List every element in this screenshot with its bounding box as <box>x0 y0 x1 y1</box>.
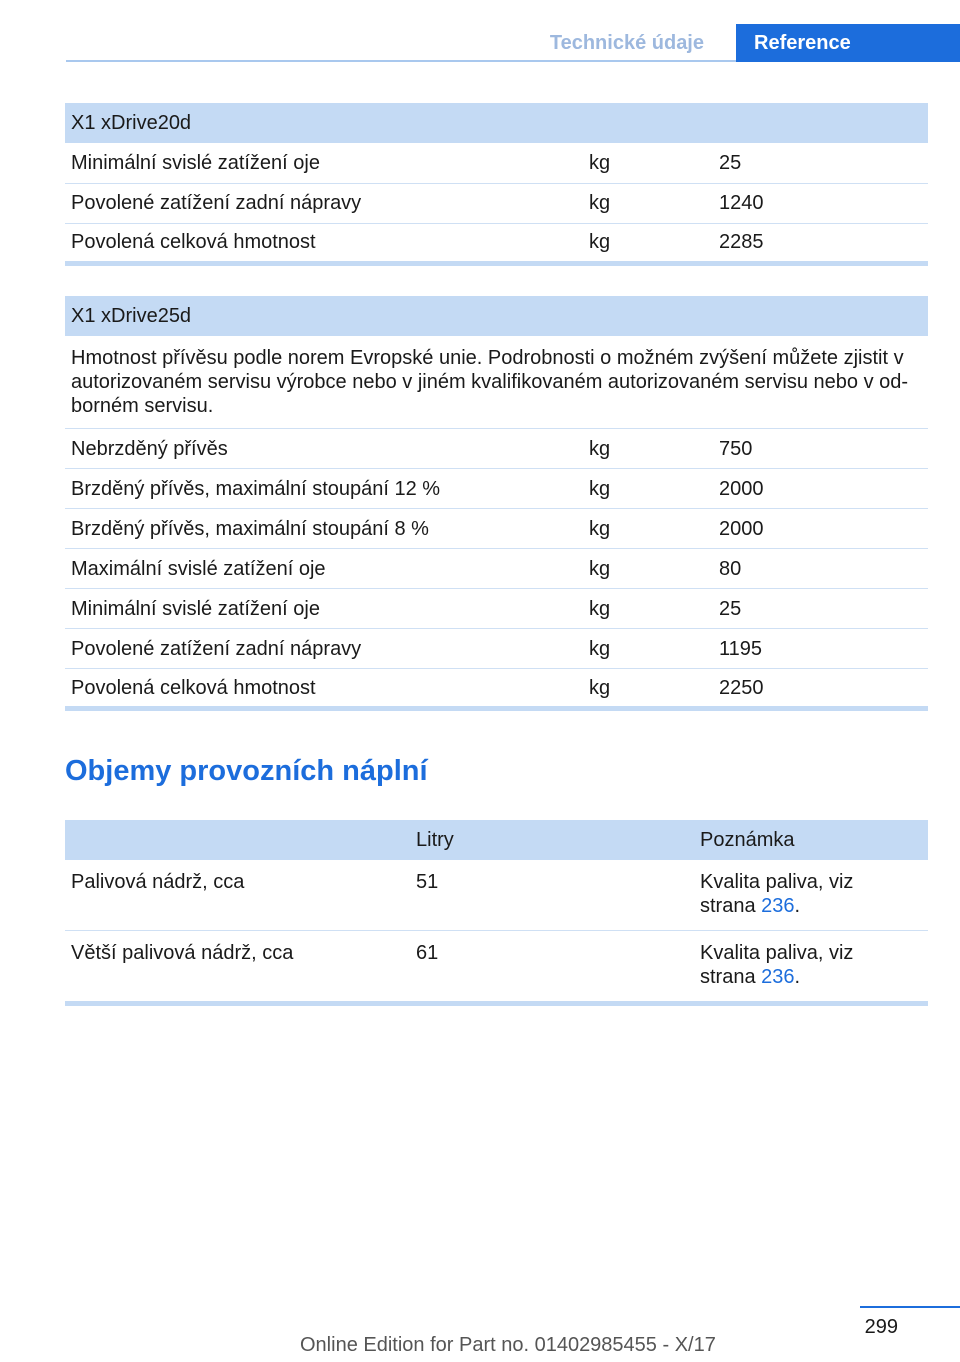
table-row <box>65 549 928 589</box>
table-x1-xdrive20d <box>65 103 928 266</box>
column-header-item <box>65 820 410 860</box>
footer-rule <box>860 1306 960 1308</box>
row-value: 2000 <box>713 469 928 509</box>
row-unit: kg <box>583 629 713 669</box>
row-label: Brzděný přívěs, maximální stoupání 8 % <box>65 509 583 549</box>
column-header-litry: Litry <box>410 820 694 860</box>
table-row <box>65 429 928 469</box>
row-value: 25 <box>713 589 928 629</box>
table-fluid-capacities <box>65 820 928 1006</box>
table-header-row <box>65 820 928 860</box>
header-tab-reference[interactable]: Reference <box>736 24 960 62</box>
row-unit: kg <box>583 143 713 183</box>
row-label: Palivová nádrž, cca <box>65 860 410 931</box>
page-header <box>66 24 960 62</box>
row-unit: kg <box>583 589 713 629</box>
row-unit: kg <box>583 669 713 709</box>
table-row <box>65 931 928 1004</box>
row-unit: kg <box>583 223 713 263</box>
footer-edition: Online Edition for Part no. 01402985455 - X/17 <box>300 1334 716 1356</box>
row-value: 2285 <box>713 223 928 263</box>
row-unit: kg <box>583 429 713 469</box>
table-title: X1 xDrive20d <box>65 103 928 143</box>
note-suffix: . <box>794 895 801 917</box>
row-label: Brzděný přívěs, maximální stoupání 12 % <box>65 469 583 509</box>
table-title-row <box>65 296 928 336</box>
row-value: 2250 <box>713 669 928 709</box>
table-note: Hmotnost přívěsu podle norem Evropské unie. Podrobnosti o možném zvýšení můžete zjistit v autorizovaném servisu výrobce nebo v jiném kvalifikovaném autorizovaném servisu nebo v od-borném servisu. <box>65 336 928 429</box>
table-row <box>65 469 928 509</box>
row-value: 51 <box>410 860 694 931</box>
table-note-row <box>65 336 928 429</box>
row-value: 25 <box>713 143 928 183</box>
note-text: Kvalita paliva, viz <box>700 942 854 964</box>
row-note <box>694 860 928 931</box>
row-label: Povolená celková hmotnost <box>65 223 583 263</box>
row-value: 1195 <box>713 629 928 669</box>
row-label: Povolené zatížení zadní nápravy <box>65 629 583 669</box>
row-value: 1240 <box>713 183 928 223</box>
row-label: Povolené zatížení zadní nápravy <box>65 183 583 223</box>
table-row <box>65 669 928 709</box>
row-value: 80 <box>713 549 928 589</box>
table-row <box>65 183 928 223</box>
row-value: 2000 <box>713 509 928 549</box>
row-unit: kg <box>583 549 713 589</box>
note-text: Kvalita paliva, viz <box>700 871 854 893</box>
table-row <box>65 629 928 669</box>
row-value: 61 <box>410 931 694 1004</box>
table-title-row <box>65 103 928 143</box>
section-title: Objemy provozních náplní <box>65 755 428 787</box>
row-unit: kg <box>583 509 713 549</box>
table-x1-xdrive25d <box>65 296 928 711</box>
row-value: 750 <box>713 429 928 469</box>
note-strana: strana <box>700 966 756 988</box>
row-note <box>694 931 928 1004</box>
page-link[interactable]: 236 <box>761 895 795 917</box>
page-link[interactable]: 236 <box>761 966 795 988</box>
row-label: Minimální svislé zatížení oje <box>65 589 583 629</box>
table-row <box>65 509 928 549</box>
note-suffix: . <box>794 966 801 988</box>
table-row <box>65 223 928 263</box>
note-strana: strana <box>700 895 756 917</box>
table-title: X1 xDrive25d <box>65 296 928 336</box>
header-section-label[interactable]: Technické údaje <box>549 32 704 54</box>
table-row <box>65 143 928 183</box>
row-label: Maximální svislé zatížení oje <box>65 549 583 589</box>
table-row <box>65 589 928 629</box>
column-header-poznamka: Poznámka <box>694 820 928 860</box>
page-number: 299 <box>864 1316 898 1338</box>
row-label: Minimální svislé zatížení oje <box>65 143 583 183</box>
table-row <box>65 860 928 931</box>
row-label: Povolená celková hmotnost <box>65 669 583 709</box>
row-label: Větší palivová nádrž, cca <box>65 931 410 1004</box>
row-unit: kg <box>583 469 713 509</box>
row-label: Nebrzděný přívěs <box>65 429 583 469</box>
row-unit: kg <box>583 183 713 223</box>
